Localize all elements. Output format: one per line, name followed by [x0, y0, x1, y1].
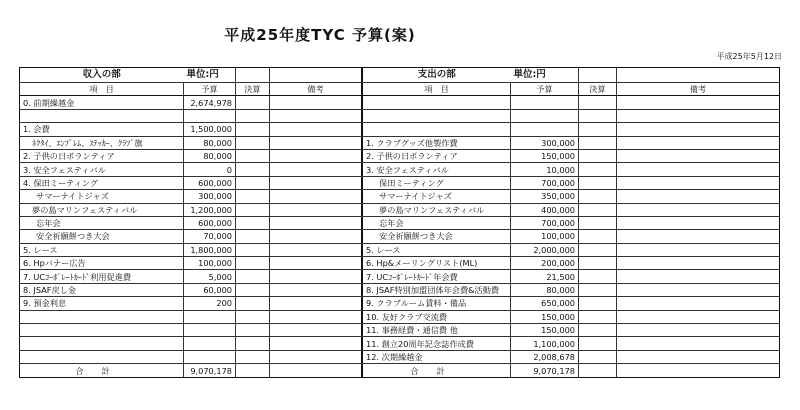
row-settlement-cell — [579, 310, 617, 323]
expense-total-row — [363, 364, 780, 378]
row-remarks-cell — [270, 190, 362, 203]
expense-section-row — [363, 68, 780, 83]
table-row — [363, 297, 780, 310]
income-header-settlement: 決算 — [236, 83, 270, 96]
income-total-remarks — [270, 364, 362, 378]
row-remarks-cell — [270, 136, 362, 149]
row-budget-amount: 700,000 — [511, 176, 579, 189]
row-settlement-cell — [236, 216, 270, 229]
row-item-label: 2. 子供の日ボランティア — [363, 149, 511, 162]
row-item-label: 6. Hpバナー広告 — [20, 257, 184, 270]
row-settlement-cell — [579, 96, 617, 109]
row-budget-amount — [184, 109, 236, 122]
row-budget-amount — [184, 350, 236, 363]
expense-total-settlement — [579, 364, 617, 378]
row-item-label — [20, 109, 184, 122]
row-budget-amount: 0 — [184, 163, 236, 176]
row-settlement-cell — [236, 337, 270, 350]
income-section-title: 収入の部 — [20, 68, 184, 83]
row-budget-amount: 80,000 — [184, 136, 236, 149]
row-settlement-cell — [579, 270, 617, 283]
row-settlement-cell — [236, 109, 270, 122]
row-remarks-cell — [617, 96, 780, 109]
row-remarks-cell — [617, 324, 780, 337]
expense-section-title: 支出の部 — [363, 68, 511, 83]
row-item-label: サマーナイトジャズ — [20, 190, 184, 203]
row-budget-amount: 200 — [184, 297, 236, 310]
table-row — [363, 109, 780, 122]
row-budget-amount: 2,008,678 — [511, 350, 579, 363]
table-row — [20, 243, 362, 256]
income-header-budget: 予算 — [184, 83, 236, 96]
row-item-label — [363, 96, 511, 109]
row-remarks-cell — [617, 310, 780, 323]
row-remarks-cell — [270, 270, 362, 283]
row-settlement-cell — [579, 283, 617, 296]
row-remarks-cell — [617, 136, 780, 149]
row-budget-amount: 60,000 — [184, 283, 236, 296]
row-remarks-cell — [617, 163, 780, 176]
row-remarks-cell — [270, 203, 362, 216]
expense-total-amount: 9,070,178 — [511, 364, 579, 378]
row-settlement-cell — [579, 297, 617, 310]
row-remarks-cell — [617, 109, 780, 122]
table-row — [20, 337, 362, 350]
expense-section-blank — [617, 68, 780, 83]
row-settlement-cell — [236, 230, 270, 243]
row-item-label: ﾈｸﾀｲ、ｴﾝﾌﾞﾚﾑ、ｽﾃｯｶｰ、ｸﾗﾌﾞ旗 — [20, 136, 184, 149]
income-total-settlement — [236, 364, 270, 378]
row-item-label: 5. レース — [20, 243, 184, 256]
income-header-item: 項 目 — [20, 83, 184, 96]
row-item-label — [20, 310, 184, 323]
row-remarks-cell — [617, 230, 780, 243]
row-settlement-cell — [579, 109, 617, 122]
row-item-label: 12. 次期繰越金 — [363, 350, 511, 363]
table-row — [363, 176, 780, 189]
row-remarks-cell — [270, 163, 362, 176]
row-settlement-cell — [579, 163, 617, 176]
expense-unit-label: 単位:円 — [511, 68, 579, 83]
table-row — [363, 96, 780, 109]
row-item-label: 夢の島マリンフェスティバル — [363, 203, 511, 216]
row-budget-amount: 150,000 — [511, 149, 579, 162]
table-row — [363, 149, 780, 162]
row-settlement-cell — [236, 310, 270, 323]
row-item-label: 0. 前期繰越金 — [20, 96, 184, 109]
income-table — [19, 67, 362, 378]
row-item-label — [20, 324, 184, 337]
row-remarks-cell — [270, 96, 362, 109]
table-row — [363, 270, 780, 283]
table-row — [20, 297, 362, 310]
row-budget-amount — [511, 109, 579, 122]
income-header-remarks: 備考 — [270, 83, 362, 96]
row-item-label: 3. 安全フェスティバル — [20, 163, 184, 176]
row-budget-amount: 300,000 — [184, 190, 236, 203]
table-row — [363, 350, 780, 363]
row-settlement-cell — [236, 270, 270, 283]
row-remarks-cell — [617, 257, 780, 270]
row-settlement-cell — [236, 283, 270, 296]
row-remarks-cell — [617, 337, 780, 350]
row-budget-amount — [511, 96, 579, 109]
table-row — [20, 109, 362, 122]
row-remarks-cell — [270, 324, 362, 337]
income-total-amount: 9,070,178 — [184, 364, 236, 378]
row-item-label: 忘年会 — [363, 216, 511, 229]
row-remarks-cell — [617, 297, 780, 310]
row-budget-amount: 21,500 — [511, 270, 579, 283]
row-settlement-cell — [579, 136, 617, 149]
row-remarks-cell — [270, 216, 362, 229]
row-item-label — [20, 337, 184, 350]
income-total-row — [20, 364, 362, 378]
row-item-label: 夢の島マリンフェスティバル — [20, 203, 184, 216]
row-remarks-cell — [270, 123, 362, 136]
row-budget-amount — [184, 337, 236, 350]
row-settlement-cell — [579, 350, 617, 363]
expense-header-settlement: 決算 — [579, 83, 617, 96]
row-remarks-cell — [270, 243, 362, 256]
table-row — [20, 190, 362, 203]
row-budget-amount: 150,000 — [511, 324, 579, 337]
table-row — [363, 123, 780, 136]
expense-header-budget: 予算 — [511, 83, 579, 96]
row-budget-amount: 70,000 — [184, 230, 236, 243]
row-remarks-cell — [617, 243, 780, 256]
expense-table — [362, 67, 780, 378]
row-budget-amount: 5,000 — [184, 270, 236, 283]
table-row — [363, 310, 780, 323]
row-item-label — [20, 350, 184, 363]
row-settlement-cell — [236, 324, 270, 337]
table-row — [363, 324, 780, 337]
income-total-label: 合計 — [20, 364, 184, 378]
row-remarks-cell — [270, 350, 362, 363]
income-section-row — [20, 68, 362, 83]
row-item-label: 忘年会 — [20, 216, 184, 229]
row-budget-amount: 350,000 — [511, 190, 579, 203]
row-item-label: 安全祈願餅つき大会 — [363, 230, 511, 243]
row-remarks-cell — [617, 283, 780, 296]
table-row — [20, 230, 362, 243]
row-budget-amount: 2,674,978 — [184, 96, 236, 109]
table-row — [20, 216, 362, 229]
table-row — [20, 283, 362, 296]
row-settlement-cell — [236, 243, 270, 256]
row-settlement-cell — [579, 324, 617, 337]
row-settlement-cell — [579, 203, 617, 216]
row-settlement-cell — [236, 123, 270, 136]
table-row — [363, 283, 780, 296]
row-item-label: 1. クラブグッズ他製作費 — [363, 136, 511, 149]
row-budget-amount: 150,000 — [511, 310, 579, 323]
document-date: 平成25年5月12日 — [716, 52, 782, 61]
table-row — [363, 216, 780, 229]
row-settlement-cell — [579, 243, 617, 256]
row-budget-amount: 200,000 — [511, 257, 579, 270]
row-item-label: 11. 創立20周年記念誌作成費 — [363, 337, 511, 350]
table-row — [20, 310, 362, 323]
income-table-body — [20, 68, 362, 378]
row-item-label: 2. 子供の日ボランティア — [20, 149, 184, 162]
row-budget-amount — [511, 123, 579, 136]
row-item-label: 安全祈願餅つき大会 — [20, 230, 184, 243]
row-settlement-cell — [236, 203, 270, 216]
row-remarks-cell — [270, 310, 362, 323]
row-remarks-cell — [270, 230, 362, 243]
table-row — [363, 163, 780, 176]
row-remarks-cell — [270, 257, 362, 270]
row-item-label: 5. レース — [363, 243, 511, 256]
table-row — [363, 203, 780, 216]
expense-total-label: 合計 — [363, 364, 511, 378]
table-row — [363, 230, 780, 243]
row-item-label: 1. 会費 — [20, 123, 184, 136]
row-remarks-cell — [617, 149, 780, 162]
row-settlement-cell — [236, 190, 270, 203]
expense-header-remarks: 備考 — [617, 83, 780, 96]
row-settlement-cell — [579, 216, 617, 229]
row-remarks-cell — [270, 337, 362, 350]
table-row — [20, 176, 362, 189]
row-remarks-cell — [617, 350, 780, 363]
table-row — [363, 337, 780, 350]
row-settlement-cell — [236, 163, 270, 176]
row-item-label: 6. Hp&メーリングリスト(ML) — [363, 257, 511, 270]
expense-table-body — [363, 68, 780, 378]
table-row — [20, 350, 362, 363]
row-settlement-cell — [236, 297, 270, 310]
row-budget-amount: 600,000 — [184, 216, 236, 229]
row-budget-amount: 400,000 — [511, 203, 579, 216]
table-row — [20, 149, 362, 162]
row-budget-amount: 1,200,000 — [184, 203, 236, 216]
row-remarks-cell — [270, 297, 362, 310]
row-budget-amount: 100,000 — [511, 230, 579, 243]
row-budget-amount: 300,000 — [511, 136, 579, 149]
row-item-label: 10. 友好クラブ交流費 — [363, 310, 511, 323]
row-budget-amount: 1,800,000 — [184, 243, 236, 256]
row-settlement-cell — [579, 176, 617, 189]
row-remarks-cell — [617, 216, 780, 229]
row-item-label: 9. 預金利息 — [20, 297, 184, 310]
row-item-label: 7. UCｺｰﾎﾟﾚｰﾄｶｰﾄﾞ年会費 — [363, 270, 511, 283]
row-item-label — [363, 109, 511, 122]
table-row — [20, 123, 362, 136]
row-settlement-cell — [236, 149, 270, 162]
row-settlement-cell — [236, 136, 270, 149]
row-item-label: 保田ミーティング — [363, 176, 511, 189]
row-budget-amount: 80,000 — [511, 283, 579, 296]
table-row — [20, 270, 362, 283]
row-budget-amount: 2,000,000 — [511, 243, 579, 256]
row-budget-amount — [184, 324, 236, 337]
table-row — [363, 136, 780, 149]
row-remarks-cell — [270, 283, 362, 296]
income-header-row — [20, 83, 362, 96]
row-settlement-cell — [579, 257, 617, 270]
table-row — [363, 257, 780, 270]
row-settlement-cell — [579, 190, 617, 203]
row-settlement-cell — [579, 337, 617, 350]
row-item-label: 4. 保田ミーティング — [20, 176, 184, 189]
table-row — [20, 96, 362, 109]
row-item-label: 3. 安全フェスティバル — [363, 163, 511, 176]
row-budget-amount: 650,000 — [511, 297, 579, 310]
row-settlement-cell — [579, 149, 617, 162]
table-row — [20, 257, 362, 270]
row-budget-amount: 80,000 — [184, 149, 236, 162]
row-remarks-cell — [270, 176, 362, 189]
row-settlement-cell — [236, 176, 270, 189]
row-budget-amount: 10,000 — [511, 163, 579, 176]
expense-total-remarks — [617, 364, 780, 378]
row-item-label: 11. 事務経費・通信費 他 — [363, 324, 511, 337]
row-item-label: 8. JSAF戻し金 — [20, 283, 184, 296]
row-item-label: 7. UCｺｰﾎﾟﾚｰﾄｶｰﾄﾞ利用促進費 — [20, 270, 184, 283]
row-remarks-cell — [617, 176, 780, 189]
row-budget-amount: 700,000 — [511, 216, 579, 229]
row-budget-amount — [184, 310, 236, 323]
table-row — [20, 136, 362, 149]
table-row — [20, 203, 362, 216]
row-remarks-cell — [617, 270, 780, 283]
income-section-blank — [236, 68, 270, 83]
row-item-label: 8. JSAF特別加盟団体年会費&活動費 — [363, 283, 511, 296]
row-remarks-cell — [617, 190, 780, 203]
expense-header-item: 項 目 — [363, 83, 511, 96]
row-settlement-cell — [579, 230, 617, 243]
row-remarks-cell — [270, 109, 362, 122]
income-unit-label: 単位:円 — [184, 68, 236, 83]
row-budget-amount: 100,000 — [184, 257, 236, 270]
table-row — [363, 243, 780, 256]
row-settlement-cell — [236, 96, 270, 109]
row-item-label — [363, 123, 511, 136]
income-section-blank — [270, 68, 362, 83]
table-row — [363, 190, 780, 203]
expense-header-row — [363, 83, 780, 96]
row-remarks-cell — [270, 149, 362, 162]
row-settlement-cell — [236, 350, 270, 363]
row-budget-amount: 1,500,000 — [184, 123, 236, 136]
row-item-label: 9. クラブルーム賃料・備品 — [363, 297, 511, 310]
row-settlement-cell — [236, 257, 270, 270]
row-item-label: サマーナイトジャズ — [363, 190, 511, 203]
table-row — [20, 324, 362, 337]
row-settlement-cell — [579, 123, 617, 136]
table-row — [20, 163, 362, 176]
row-remarks-cell — [617, 203, 780, 216]
row-budget-amount: 1,100,000 — [511, 337, 579, 350]
expense-section-blank — [579, 68, 617, 83]
document-title: 平成25年度TYC 予算(案) — [224, 26, 416, 44]
row-budget-amount: 600,000 — [184, 176, 236, 189]
row-remarks-cell — [617, 123, 780, 136]
